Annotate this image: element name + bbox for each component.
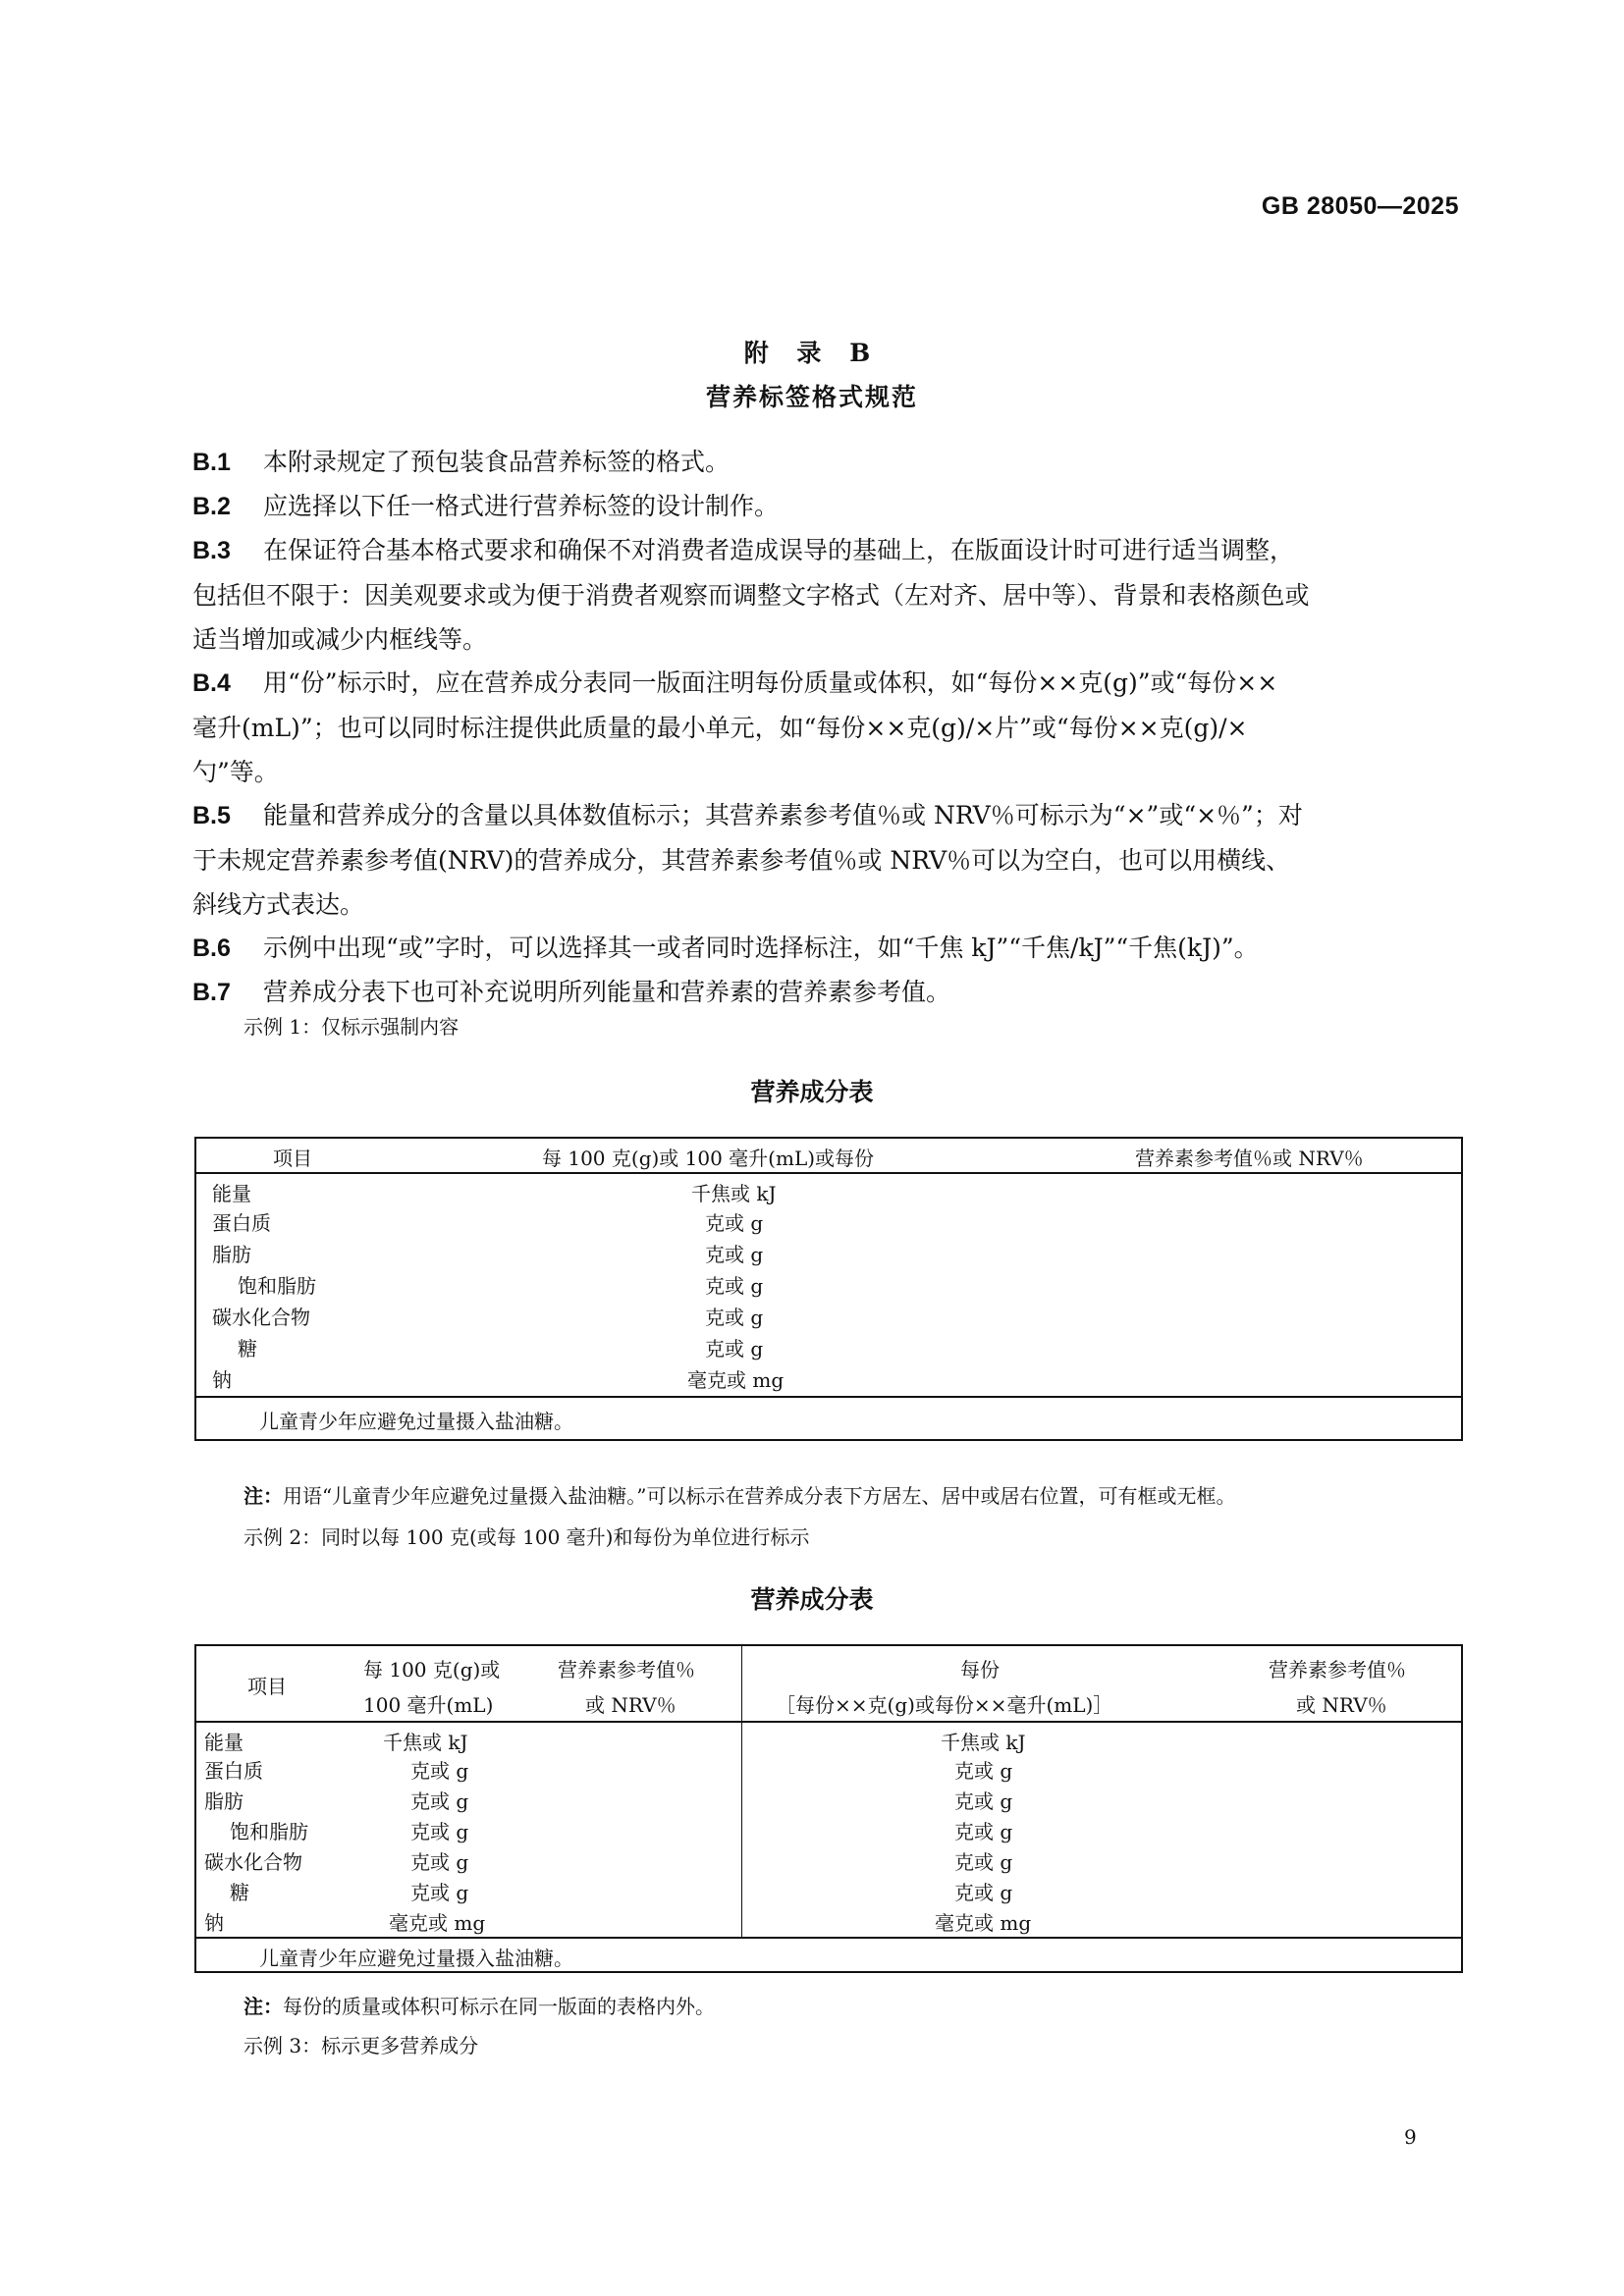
note-lead: 注：: [244, 1995, 283, 2018]
row-item: 脂肪: [212, 1243, 251, 1266]
table-divider: [196, 1937, 1461, 1939]
example-2-caption: 示例 2：同时以每 100 克(或每 100 毫升)和每份为单位进行标示: [244, 1525, 810, 1549]
header-serving-line2: ［每份××克(g)或每份××毫升(mL)］: [776, 1693, 1113, 1717]
clause-number: B.6: [192, 934, 231, 962]
table-1-title: 营养成分表: [750, 1078, 874, 1106]
table-row: [196, 1725, 1461, 1755]
clause-b5: [192, 793, 1463, 927]
clause-b7: [192, 970, 1463, 1015]
note-lead: 注：: [244, 1484, 283, 1508]
clause-text: 在保证符合基本格式要求和确保不对消费者造成误导的基础上，在版面设计时可进行适当调整，: [263, 536, 1295, 564]
row-item: 蛋白质: [212, 1211, 271, 1235]
clause-text: 包括但不限于：因美观要求或为便于消费者观察而调整文字格式（左对齐、居中等）、背景和表格颜色或: [192, 581, 1310, 610]
clause-b1: [192, 440, 1463, 485]
table-row: [196, 1786, 1461, 1816]
row-unit-serving: 克或 g: [954, 1820, 1013, 1843]
row-unit-per100: 克或 g: [410, 1789, 469, 1813]
row-unit: 克或 g: [705, 1274, 764, 1298]
table-divider: [196, 1172, 1461, 1174]
table-row: [196, 1239, 1461, 1270]
table-row: [196, 1816, 1461, 1846]
table-row: [196, 1907, 1461, 1938]
header-item: 项目: [247, 1675, 287, 1698]
row-unit-per100: 克或 g: [410, 1881, 469, 1904]
note-text: 用语“儿童青少年应避免过量摄入盐油糖。”可以标示在营养成分表下方居左、居中或居右位置，可有框或无框。: [283, 1484, 1236, 1508]
row-item: 糖: [230, 1881, 249, 1904]
header-per100-line1: 每 100 克(g)或: [363, 1658, 501, 1682]
clause-b6: [192, 926, 1463, 971]
clause-text: 毫升(mL)”；也可以同时标注提供此质量的最小单元，如“每份××克(g)/×片”或“每份××克(g)/×: [192, 714, 1248, 742]
row-item: 脂肪: [204, 1789, 244, 1813]
clause-text: 本附录规定了预包装食品营养标签的格式。: [263, 448, 731, 476]
header-serving-line1: 每份: [960, 1658, 1000, 1682]
header-nrv2-line1: 营养素参考值％: [1269, 1658, 1406, 1682]
row-item: 饱和脂肪: [238, 1274, 316, 1298]
clause-text: 用“份”标示时，应在营养成分表同一版面注明每份质量或体积，如“每份××克(g)”或“每份××: [263, 668, 1278, 697]
clause-b2: [192, 484, 1463, 529]
example-1-caption: 示例 1：仅标示强制内容: [244, 1015, 460, 1039]
row-unit: 克或 g: [705, 1337, 764, 1361]
row-unit-serving: 克或 g: [954, 1759, 1013, 1783]
example-2-note: [244, 1991, 715, 2019]
row-unit-per100: 毫克或 mg: [389, 1911, 486, 1935]
clause-text: 于未规定营养素参考值(NRV)的营养成分，其营养素参考值％或 NRV％可以为空白，也可以用横线、: [192, 846, 1291, 875]
clause-text: 适当增加或减少内框线等。: [192, 625, 488, 654]
table-divider: [196, 1396, 1461, 1398]
row-unit-per100: 千焦或 kJ: [383, 1731, 468, 1754]
row-unit: 克或 g: [705, 1306, 764, 1329]
row-unit-per100: 克或 g: [410, 1850, 469, 1874]
row-unit-serving: 毫克或 mg: [935, 1911, 1032, 1935]
table-footer-advisory: 儿童青少年应避免过量摄入盐油糖。: [259, 1947, 573, 1970]
header-nrv: 营养素参考值％或 NRV％: [1135, 1147, 1364, 1170]
clause-number: B.5: [192, 802, 231, 829]
appendix-label: 附 录 B: [743, 339, 881, 367]
row-unit-serving: 克或 g: [954, 1789, 1013, 1813]
table-row: [196, 1755, 1461, 1786]
header-nrv2-line2: 或 NRV％: [1296, 1693, 1387, 1717]
table-divider: [196, 1721, 1461, 1723]
row-item: 能量: [212, 1182, 251, 1205]
row-item: 糖: [238, 1337, 257, 1361]
example-1-note: [244, 1480, 1235, 1509]
clause-text: 斜线方式表达。: [192, 890, 365, 919]
clause-text: 勺”等。: [192, 758, 279, 786]
clause-text: 示例中出现“或”字时，可以选择其一或者同时选择标注，如“千焦 kJ”“千焦/kJ”“千焦(kJ)”。: [263, 934, 1259, 962]
table-row: [196, 1302, 1461, 1333]
clause-b4: [192, 661, 1463, 794]
row-unit: 毫克或 mg: [687, 1368, 785, 1392]
row-unit-serving: 克或 g: [954, 1881, 1013, 1904]
table-row: [196, 1176, 1461, 1207]
note-text: 每份的质量或体积可标示在同一版面的表格内外。: [283, 1995, 715, 2018]
table-row: [196, 1846, 1461, 1877]
clause-number: B.3: [192, 537, 231, 564]
clause-text: 营养成分表下也可补充说明所列能量和营养素的营养素参考值。: [263, 978, 951, 1006]
row-unit-per100: 克或 g: [410, 1820, 469, 1843]
header-item: 项目: [273, 1147, 312, 1170]
row-item: 蛋白质: [204, 1759, 263, 1783]
table-2-title: 营养成分表: [750, 1585, 874, 1614]
table-footer-advisory: 儿童青少年应避免过量摄入盐油糖。: [259, 1410, 573, 1433]
row-unit: 克或 g: [705, 1211, 764, 1235]
table-row: [196, 1364, 1461, 1396]
clause-number: B.2: [192, 493, 231, 520]
table-row: [196, 1270, 1461, 1302]
clause-text: 应选择以下任一格式进行营养标签的设计制作。: [263, 492, 780, 520]
row-item: 碳水化合物: [204, 1850, 302, 1874]
row-unit: 克或 g: [705, 1243, 764, 1266]
header-per100: 每 100 克(g)或 100 毫升(mL)或每份: [542, 1147, 875, 1170]
row-item: 钠: [212, 1368, 232, 1392]
row-item: 碳水化合物: [212, 1306, 310, 1329]
row-item: 饱和脂肪: [230, 1820, 308, 1843]
table-row: [196, 1877, 1461, 1907]
row-unit: 千焦或 kJ: [691, 1182, 777, 1205]
table-row: [196, 1207, 1461, 1239]
page-number: 9: [1404, 2125, 1417, 2149]
row-item: 能量: [204, 1731, 244, 1754]
header-nrv-line1: 营养素参考值％: [558, 1658, 695, 1682]
clause-number: B.1: [192, 449, 231, 476]
clause-text: 能量和营养成分的含量以具体数值标示；其营养素参考值％或 NRV％可标示为“×”或“×％”；对: [263, 801, 1303, 829]
header-nrv-line2: 或 NRV％: [585, 1693, 677, 1717]
clause-number: B.4: [192, 669, 231, 697]
row-unit-per100: 克或 g: [410, 1759, 469, 1783]
row-item: 钠: [204, 1911, 224, 1935]
example-3-caption: 示例 3：标示更多营养成分: [244, 2034, 479, 2057]
appendix-title: 营养标签格式规范: [705, 383, 918, 411]
row-unit-serving: 千焦或 kJ: [941, 1731, 1026, 1754]
header-per100-line2: 100 毫升(mL): [363, 1693, 494, 1717]
document-code: GB 28050—2025: [1261, 192, 1459, 220]
clause-number: B.7: [192, 979, 231, 1006]
row-unit-serving: 克或 g: [954, 1850, 1013, 1874]
clause-b3: [192, 528, 1463, 662]
nutrition-table-1: [194, 1137, 1463, 1441]
table-row: [196, 1333, 1461, 1364]
nutrition-table-2: [194, 1644, 1463, 1973]
